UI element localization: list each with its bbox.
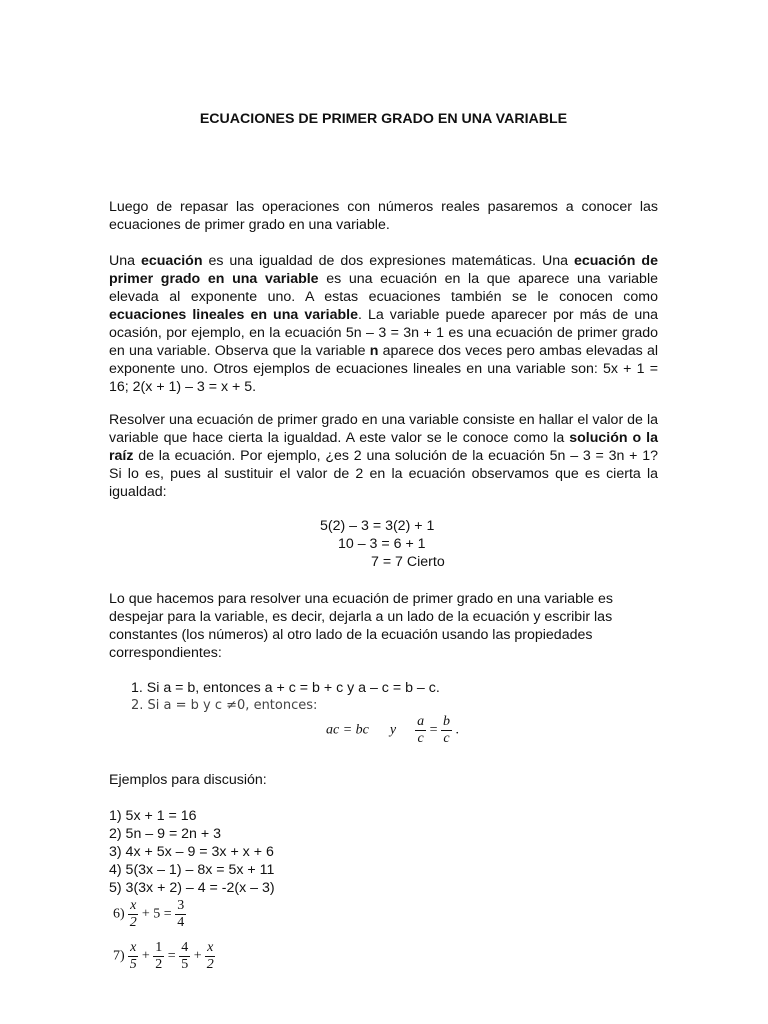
fraction-x-over-5 — [128, 940, 138, 973]
text-run: Una — [109, 253, 141, 269]
text-run: Resolver una ecuación de primer grado en una variable consiste en hallar el valor de la variable que hace cierta la igualdad. A este valor se le conoce como la — [109, 412, 658, 446]
denominator: 2 — [206, 957, 214, 972]
example-3: 3) 4x + 5x – 9 = 3x + x + 6 — [109, 844, 274, 860]
fraction-x-over-2 — [128, 898, 138, 931]
fraction-x-over-2 — [205, 940, 215, 973]
denominator: 2 — [129, 915, 137, 930]
paragraph-method: Lo que hacemos para resolver una ecuación de primer grado en una variable es despejar para la variable, es decir, dejarla a un lado de la ecuación y escribir las constantes (los números) al otro lado de la ecuación usando las propiedades correspondientes: — [109, 591, 613, 661]
formula-left: ac = bc — [326, 722, 369, 738]
numerator: 1 — [155, 940, 163, 955]
paragraph-intro: Luego de repasar las operaciones con números reales pasaremos a conocer las ecuaciones de primer grado en una variable. — [109, 199, 658, 233]
formula-y: y — [389, 722, 397, 738]
document-title: ECUACIONES DE PRIMER GRADO EN UNA VARIABLE — [199, 111, 568, 127]
property-2: 2. Si a = b y c ≠0, entonces: — [131, 698, 318, 713]
paragraph-solution — [109, 411, 658, 501]
term-ecuacion: ecuación — [140, 253, 203, 269]
fraction-b-over-c — [441, 714, 452, 747]
term-variable-n: n — [369, 343, 379, 359]
example-7 — [113, 940, 215, 973]
examples-heading: Ejemplos para discusión: — [109, 772, 267, 788]
properties-list — [131, 679, 440, 715]
example-4: 4) 5(3x – 1) – 8x = 5x + 11 — [109, 862, 275, 878]
denominator: 5 — [129, 957, 137, 972]
denominator: 2 — [155, 957, 163, 972]
equals-sign: = — [429, 722, 438, 738]
numerator: x — [130, 898, 137, 913]
calc-line-1: 5(2) – 3 = 3(2) + 1 — [320, 518, 435, 534]
denominator: 4 — [177, 915, 185, 930]
division-formula — [326, 714, 459, 747]
text-run: es una ecuación en la que aparece una variable elevada al exponente uno. A estas ecuaciones también se le conocen como — [109, 271, 658, 305]
text-run: aparece dos veces pero ambas elevadas al exponente uno. Otros ejemplos de ecuaciones lineales en una variable son: 5x + 1 = 16; 2(x + 1) – 3 = x + 5. — [109, 343, 658, 395]
numerator: x — [130, 940, 137, 955]
term-solucion: solución o la raíz — [109, 430, 658, 464]
equals-sign: = — [167, 948, 176, 964]
example-1: 1) 5x + 1 = 16 — [109, 808, 197, 824]
numerator: b — [443, 714, 450, 729]
period: . — [455, 722, 459, 738]
denominator: 5 — [181, 957, 189, 972]
numerator: 3 — [177, 898, 185, 913]
fraction-4-over-5 — [179, 940, 190, 973]
term-lineales: ecuaciones lineales en una variable — [109, 307, 358, 323]
examples-list — [109, 807, 275, 897]
calc-line-3: 7 = 7 Cierto — [371, 554, 445, 570]
fraction-3-over-4 — [175, 898, 186, 931]
text-run: de la ecuación. Por ejemplo, ¿es 2 una solución de la ecuación 5n – 3 = 3n + 1? Si lo es, pues al sustituir el valor de 2 en la ecuación observamos que es cierta la igualdad: — [109, 448, 658, 500]
numerator: 4 — [181, 940, 189, 955]
fraction-1-over-2 — [153, 940, 164, 973]
paragraph-definition — [109, 252, 658, 396]
numerator: a — [417, 714, 425, 729]
text-run: . La variable puede aparecer por más de una ocasión, por ejemplo, en la ecuación 5n – 3 = 3n + 1 es una ecuación de primer grado en una variable. Observa que la variable — [109, 307, 659, 359]
example-label: 6) — [113, 906, 125, 922]
property-1: 1. Si a = b, entonces a + c = b + c y a – c = b – c. — [131, 680, 440, 696]
calc-line-2: 10 – 3 = 6 + 1 — [338, 536, 426, 552]
example-2: 2) 5n – 9 = 2n + 3 — [109, 826, 222, 842]
denominator: c — [443, 731, 450, 746]
plus-sign: + — [193, 948, 202, 964]
term-primer-grado: ecuación de primer grado en una variable — [109, 253, 658, 287]
plus-sign: + — [141, 948, 150, 964]
example-5: 5) 3(3x + 2) – 4 = -2(x – 3) — [109, 880, 275, 896]
operator-text: + 5 = — [141, 906, 172, 922]
numerator: x — [207, 940, 214, 955]
example-6 — [113, 898, 186, 931]
example-label: 7) — [113, 948, 125, 964]
text-run: es una igualdad de dos expresiones matemáticas. Una — [202, 253, 574, 269]
fraction-a-over-c — [415, 714, 426, 747]
denominator: c — [417, 731, 424, 746]
